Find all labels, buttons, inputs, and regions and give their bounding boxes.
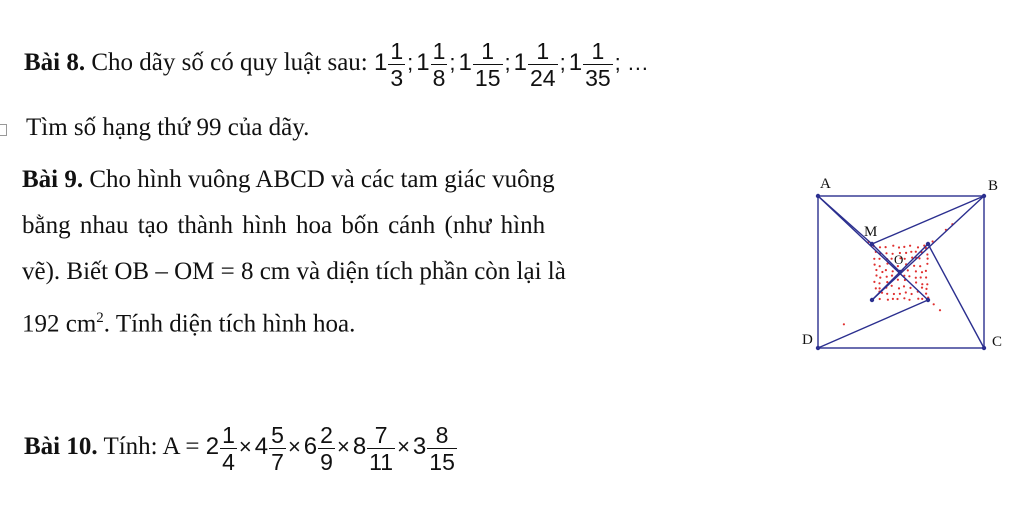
bai10-text: Tính: — [103, 433, 158, 460]
bai8-fraction-0 — [388, 38, 405, 91]
bai8-fraction-1 — [431, 38, 448, 91]
shade-dot — [874, 264, 876, 266]
bai8-whole-1: 1 — [416, 49, 430, 77]
shade-dot — [891, 258, 893, 260]
line-d-n — [818, 300, 928, 348]
shade-dot — [921, 271, 923, 273]
shade-dot — [915, 251, 917, 253]
shade-dot — [892, 270, 894, 272]
bai10-whole-0: 2 — [205, 433, 220, 460]
bai9-text-1: Cho hình vuông ABCD và các tam giác vuông — [89, 166, 555, 193]
shade-dot — [885, 269, 887, 271]
shade-dot — [918, 257, 920, 259]
shade-dot — [903, 246, 905, 248]
shade-dot — [904, 258, 906, 260]
shade-dot — [898, 287, 900, 289]
bai8-denominator-3: 24 — [529, 65, 556, 91]
bai10-title: Bài 10. — [24, 433, 98, 460]
label-b: B — [988, 178, 999, 194]
shade-dot — [908, 299, 910, 301]
bai8-denominator-2: 15 — [474, 65, 501, 91]
label-m: M — [864, 224, 878, 240]
shade-dot — [905, 291, 907, 293]
shade-dot — [905, 252, 907, 254]
shade-dot — [933, 303, 935, 305]
bai10-whole-2: 6 — [303, 433, 318, 460]
bai8-sep-4: ; … — [614, 50, 649, 76]
shade-dot — [897, 279, 899, 281]
bai10-lhs: A = — [162, 433, 200, 460]
bai10-denominator-0: 4 — [222, 448, 235, 475]
shade-dot — [887, 299, 889, 301]
shade-dot — [903, 297, 905, 299]
bai8-numerator-0: 1 — [390, 38, 404, 64]
bai8-sep-2: ; — [504, 50, 511, 76]
label-o: O — [894, 252, 904, 267]
bai10-numerator-2: 2 — [320, 421, 333, 448]
shade-dot — [885, 246, 887, 248]
bai10-denominator-4: 15 — [429, 448, 455, 475]
bai8-sequence — [373, 38, 652, 91]
bai8-fraction-2 — [473, 38, 503, 91]
shade-dot — [885, 252, 887, 254]
bai8-sep-1: ; — [449, 50, 456, 76]
shade-dot — [909, 287, 911, 289]
bai8-numerator-1: 1 — [432, 38, 446, 64]
area-value: 192 cm — [22, 310, 97, 338]
shade-dot — [908, 275, 910, 277]
shade-dot — [926, 263, 928, 265]
shade-dot — [919, 265, 921, 267]
bai8-numerator-2: 1 — [473, 38, 503, 65]
shade-dot — [875, 269, 877, 271]
bai9-line3: vẽ). Biết OB – OM = 8 cm và diện tích phần còn lại là — [22, 258, 566, 285]
bai9-line1 — [22, 165, 555, 195]
bai10-numerator-0: 1 — [222, 421, 235, 448]
shade-dot — [903, 285, 905, 287]
bai10-line — [24, 412, 458, 482]
bai10-denominator-3: 11 — [369, 448, 394, 475]
bai8-numerator-3: 1 — [528, 38, 558, 65]
bai10-fraction-3 — [367, 422, 395, 475]
bai10-whole-1: 4 — [254, 433, 269, 460]
shade-dot — [879, 298, 881, 300]
bai10-whole-3: 8 — [352, 433, 367, 460]
bai8-fraction-4 — [583, 38, 613, 91]
bai8-whole-0: 1 — [373, 49, 388, 77]
bai8-whole-2: 1 — [458, 49, 472, 77]
shade-dot — [896, 298, 898, 300]
margin-marker — [0, 124, 7, 136]
bai8-denominator-1: 8 — [432, 65, 446, 91]
bai10-op-0: × — [238, 434, 252, 459]
label-a: A — [820, 176, 831, 192]
bai8-text: Cho dãy số có quy luật sau: — [91, 49, 368, 77]
shade-dot — [873, 281, 875, 283]
shade-dot — [878, 282, 880, 284]
shade-dot — [925, 288, 927, 290]
shade-dot — [910, 251, 912, 253]
bai10-fraction-1 — [269, 422, 286, 475]
shade-dot — [878, 258, 880, 260]
shade-dot — [886, 293, 888, 295]
shade-dot — [921, 298, 923, 300]
shade-dot — [899, 293, 901, 295]
bai10-numerator-4: 8 — [427, 422, 457, 449]
shade-dot — [907, 269, 909, 271]
bai8-sep-3: ; — [559, 50, 566, 76]
bai9-text-4: . Tính diện tích hình hoa. — [103, 310, 356, 338]
bai8-numerator-4: 1 — [583, 38, 613, 65]
shade-dot — [892, 298, 894, 300]
shade-dot — [898, 246, 900, 248]
shade-dot — [881, 271, 883, 273]
bai8-denominator-4: 35 — [585, 65, 611, 91]
shade-dot — [915, 277, 917, 279]
shade-dot — [915, 281, 917, 283]
bai8-whole-4: 1 — [568, 49, 583, 77]
shade-dot — [939, 309, 941, 311]
bai9-title: Bài 9. — [22, 166, 84, 193]
shade-dot — [879, 277, 881, 279]
bai10-fraction-2 — [318, 422, 335, 475]
shade-dot — [891, 275, 893, 277]
bai8-fraction-3 — [528, 38, 558, 91]
square-flower-figure — [796, 172, 1012, 358]
shade-dot — [925, 276, 927, 278]
line-c-q — [928, 244, 984, 348]
shade-dot — [843, 323, 845, 325]
bai10-expression — [205, 421, 458, 475]
bai8-sep-0: ; — [407, 50, 414, 76]
bai8-whole-3: 1 — [513, 49, 527, 77]
shade-dot — [873, 258, 875, 260]
shade-dot — [920, 276, 922, 278]
bai10-numerator-3: 7 — [367, 422, 395, 449]
shade-dot — [927, 258, 929, 260]
shade-dot — [925, 270, 927, 272]
shade-dot — [879, 265, 881, 267]
shade-dot — [913, 265, 915, 267]
area-unit-sup: 2 — [96, 310, 104, 326]
bai10-fraction-4 — [427, 422, 457, 475]
line-b-m — [872, 196, 984, 244]
shade-dot — [892, 245, 894, 247]
bai9-line2: bằng nhau tạo thành hình hoa bốn cánh (như hình — [22, 212, 546, 239]
shade-dot — [915, 270, 917, 272]
shade-dot — [911, 293, 913, 295]
shade-dot — [921, 287, 923, 289]
shade-dot — [926, 283, 928, 285]
shade-dot — [917, 298, 919, 300]
bai8-denominator-0: 3 — [390, 65, 404, 91]
bai10-numerator-1: 5 — [271, 421, 284, 448]
label-d: D — [802, 332, 813, 348]
bai10-whole-4: 3 — [412, 433, 427, 460]
shade-dot — [875, 274, 877, 276]
shade-dot — [921, 283, 923, 285]
bai10-denominator-1: 7 — [271, 448, 284, 475]
shade-dot — [925, 293, 927, 295]
shade-dot — [879, 246, 881, 248]
shade-dot — [893, 293, 895, 295]
bai8-question: Tìm số hạng thứ 99 của dãy. — [26, 114, 310, 141]
shade-dot — [909, 245, 911, 247]
bai10-op-3: × — [397, 434, 410, 459]
bai10-denominator-2: 9 — [320, 448, 333, 475]
shade-dot — [891, 285, 893, 287]
shade-dot — [917, 246, 919, 248]
bai10-fraction-0 — [220, 422, 237, 475]
bai9-line4 — [22, 303, 355, 339]
shade-dot — [926, 253, 928, 255]
bai10-op-2: × — [336, 434, 350, 459]
shade-dot — [886, 281, 888, 283]
shade-dot — [886, 276, 888, 278]
bai8-title: Bài 8. — [24, 49, 86, 77]
label-c: C — [992, 334, 1003, 350]
shade-dot — [879, 287, 881, 289]
bai10-op-1: × — [287, 434, 301, 459]
shade-dot — [875, 287, 877, 289]
bai8-line — [24, 38, 652, 91]
